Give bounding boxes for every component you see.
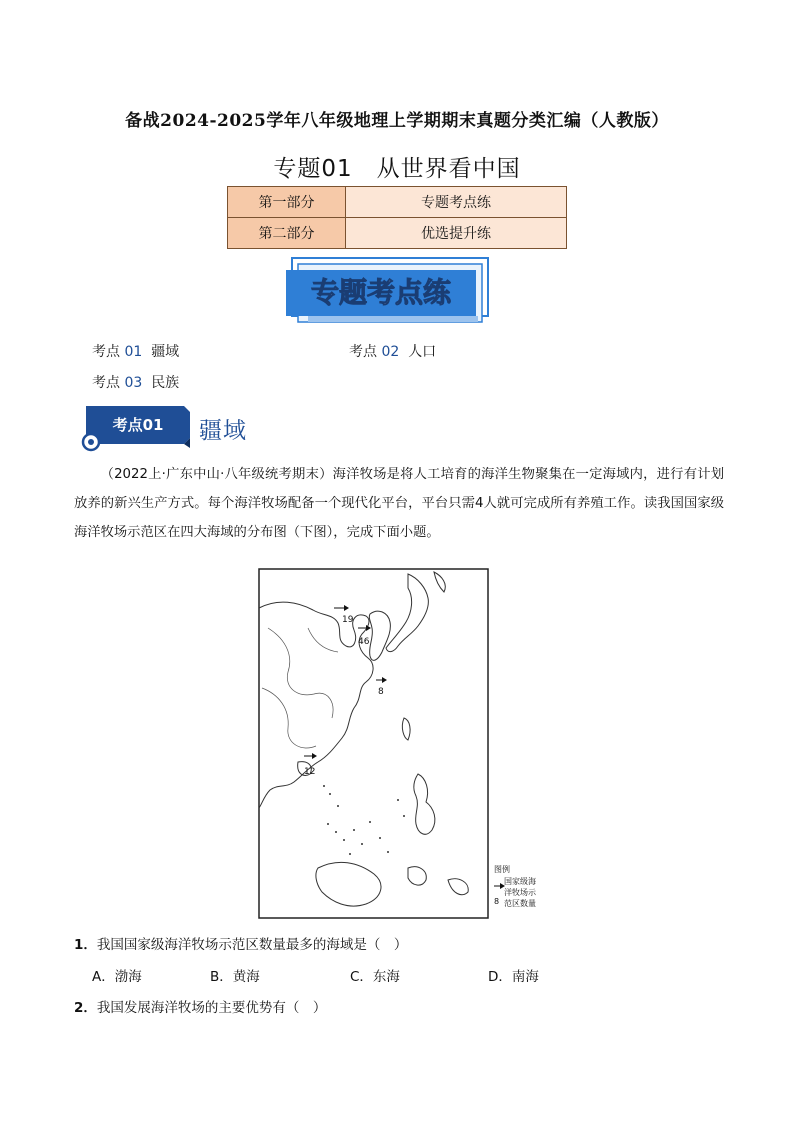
legend-line-1: 国家级海 [504,877,536,886]
map-legend [494,864,537,908]
part-name: 优选提升练 [346,218,567,249]
legend-title: 图例 [494,865,510,874]
question-passage: （2022上·广东中山·八年级统考期末）海洋牧场是将人工培育的海洋生物聚集在一定海域内，进行有计划放养的新兴生产方式。每个海洋牧场配备一个现代化平台，平台只需4人就可完成所有养殖工作。读我国国家级海洋牧场示范区在四大海域的分布图（下图），完成下面小题。 [74,467,724,540]
key-point-item [92,372,179,392]
parts-table [227,186,567,249]
option-c: C．东海 [350,969,400,985]
key-point-name: 民族 [151,375,180,391]
bohai-count: 19 [342,615,354,625]
legend-line-3: 范区数量 [504,899,536,908]
key-point-label: 考点 [349,344,377,360]
key-point-item [349,341,436,361]
key-point-name: 人口 [408,344,437,360]
key-point-number [120,375,142,391]
east-sea-count: 8 [378,687,384,697]
part-label: 第二部分 [228,218,346,249]
topic-title: 专题01 从世界看中国 [273,156,521,182]
key-point-label: 考点 [92,375,120,391]
table-row [228,218,567,249]
banner-text: 专题考点练 [310,276,452,309]
question-number: 2． [74,1000,97,1016]
legend-line-2: 洋牧场示 [504,888,536,897]
table-row [228,187,567,218]
sea-distribution-map [258,568,544,920]
option-d: D．南海 [488,969,539,985]
section-badge [80,404,192,452]
section-title: 疆域 [199,418,247,444]
key-point-number-value: 01 [124,344,143,360]
south-sea-count: 12 [304,767,316,777]
section-badge-text: 考点01 [112,416,164,434]
option-b: B．黄海 [210,969,260,985]
yellow-sea-count: 46 [358,637,370,647]
legend-sample-value: 8 [494,897,500,906]
question-1 [74,933,407,953]
question-text: 我国国家级海洋牧场示范区数量最多的海域是（ ） [96,937,408,953]
question-number: 1． [74,937,97,953]
key-point-name: 疆域 [151,344,180,360]
key-point-number [377,344,399,360]
key-point-number-value: 03 [124,375,143,391]
part-label: 第一部分 [228,187,346,218]
option-a: A．渤海 [92,969,142,985]
question-2 [74,996,326,1016]
document-title: 备战2024-2025学年八年级地理上学期期末真题分类汇编（人教版） [125,111,669,131]
topic-banner [284,256,496,328]
key-point-number-value: 02 [381,344,400,360]
key-point-label: 考点 [92,344,120,360]
key-point-number [120,344,142,360]
question-text: 我国发展海洋牧场的主要优势有（ ） [96,1000,327,1016]
part-name: 专题考点练 [346,187,567,218]
key-point-item [92,341,179,361]
